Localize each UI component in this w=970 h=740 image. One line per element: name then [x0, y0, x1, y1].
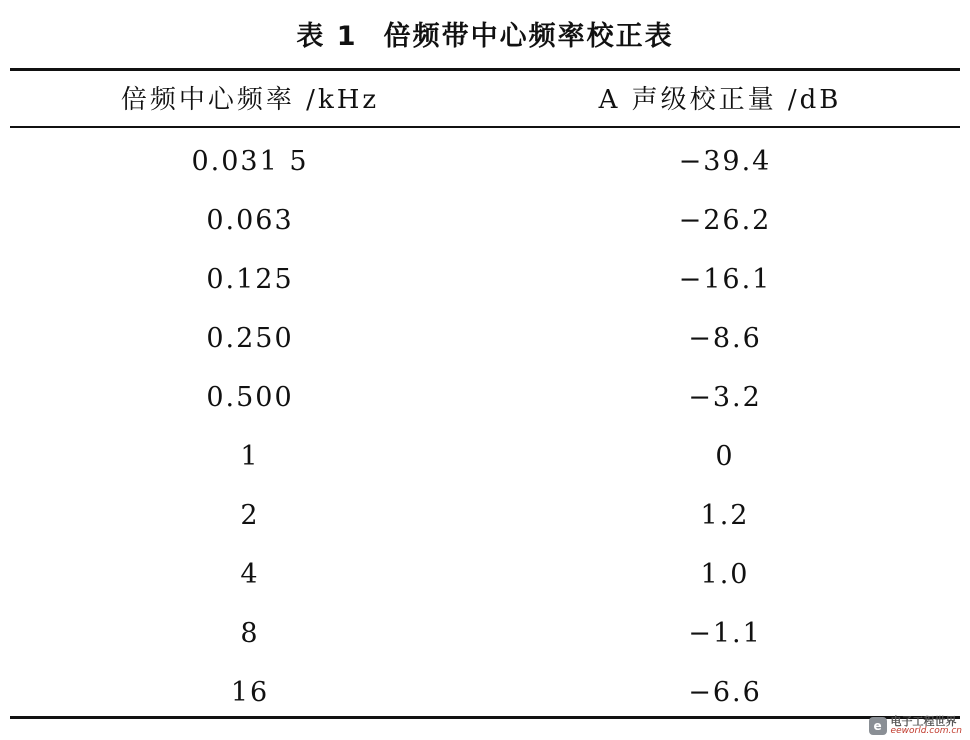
column-header-frequency: 倍频中心频率 /kHz: [120, 85, 380, 115]
table-caption: [0, 14, 970, 53]
frequency-cell: 2: [240, 500, 260, 531]
watermark-text: [891, 716, 962, 736]
table-title: 倍频带中心频率校正表: [383, 21, 674, 52]
table-row: [0, 250, 970, 309]
correction-cell: −26.2: [678, 205, 772, 236]
table-number: 表 1: [296, 21, 358, 52]
eeworld-logo-icon: e: [869, 717, 887, 735]
header-rule: [10, 126, 960, 128]
table-row: [0, 486, 970, 545]
correction-cell: −6.6: [688, 677, 762, 708]
watermark: [869, 716, 962, 736]
watermark-title: 电子工程世界: [890, 715, 957, 728]
frequency-cell: 0.125: [206, 264, 294, 295]
correction-cell: 1.2: [700, 500, 750, 531]
frequency-cell: 0.063: [206, 205, 294, 236]
column-header-correction: A 声级校正量 /dB: [598, 85, 842, 115]
frequency-cell: 0.500: [206, 382, 294, 413]
frequency-cell: 4: [240, 559, 260, 590]
table-row: [0, 604, 970, 663]
watermark-url: eeworld.com.cn: [890, 726, 962, 736]
correction-cell: −8.6: [688, 323, 762, 354]
frequency-cell: 16: [230, 677, 270, 708]
frequency-cell: 8: [240, 618, 260, 649]
table-row: [0, 368, 970, 427]
frequency-cell: 0.031 5: [191, 146, 309, 177]
table-row: [0, 545, 970, 604]
correction-cell: −3.2: [688, 382, 762, 413]
table-row: [0, 427, 970, 486]
correction-cell: −16.1: [678, 264, 772, 295]
bottom-rule: [10, 716, 960, 719]
frequency-cell: 0.250: [206, 323, 294, 354]
table-row: [0, 191, 970, 250]
correction-cell: −1.1: [688, 618, 762, 649]
table-row: [0, 132, 970, 191]
correction-cell: 0: [715, 441, 735, 472]
top-rule: [10, 68, 960, 71]
frequency-cell: 1: [240, 441, 260, 472]
correction-cell: 1.0: [700, 559, 750, 590]
table-row: [0, 309, 970, 368]
correction-cell: −39.4: [678, 146, 772, 177]
table-row: [0, 663, 970, 722]
table-body: [0, 132, 970, 722]
